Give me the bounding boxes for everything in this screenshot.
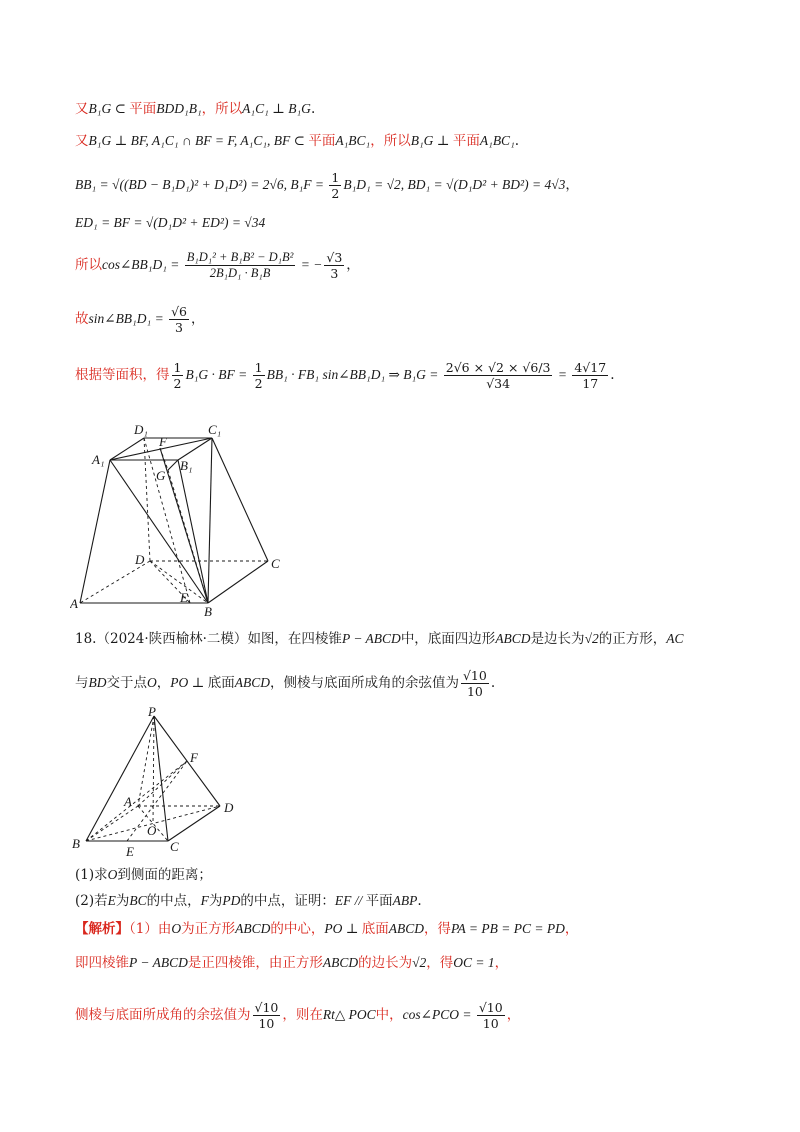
proof-line-3 <box>75 170 579 201</box>
proof-line-2 <box>75 132 519 150</box>
math: PA = PB = PC = PD <box>451 921 565 936</box>
numerator: √10 <box>254 1000 279 1015</box>
fraction <box>329 170 341 201</box>
math: ABP <box>392 893 418 908</box>
text: 到侧面的距离； <box>117 867 212 883</box>
math: O <box>171 921 182 936</box>
fraction <box>169 304 189 335</box>
vertex-label: B <box>72 836 80 851</box>
math: BD <box>88 675 107 690</box>
math: P − ABCD <box>129 955 188 970</box>
text: 故 <box>75 311 89 327</box>
math: BB₁ · FB₁ sin∠BB₁D₁ ⇒ B₁G = <box>266 367 442 382</box>
hidden-edge <box>153 716 154 823</box>
vertex-label: D <box>135 552 145 567</box>
denominator: √34 <box>486 376 511 391</box>
math: B₁G ⊂ <box>88 101 130 116</box>
text: 为 <box>115 893 130 909</box>
pyramid-figure <box>68 706 248 862</box>
numerator: 4√17 <box>574 360 607 375</box>
vertex-label: D <box>224 800 234 815</box>
math: √2 <box>584 631 599 646</box>
text: 的边长为 <box>358 955 413 971</box>
hidden-edge <box>138 761 187 806</box>
math: BB₁ = √((BD − B₁D₁)² + D₁D²) = 2√6 <box>75 177 284 192</box>
math: ABCD <box>234 675 270 690</box>
vertex-label: A <box>70 596 78 611</box>
text: 平面 <box>129 101 157 117</box>
problem-number: 18. <box>75 631 97 647</box>
math: PD <box>222 893 241 908</box>
numerator: 2√6 × √2 × √6/3 <box>445 360 551 375</box>
math: PO ⊥ <box>170 675 208 690</box>
hidden-edge <box>80 561 150 603</box>
text: 即四棱锥 <box>75 955 129 971</box>
math: A₁BC₁ <box>479 133 515 148</box>
fraction <box>253 1000 281 1031</box>
math: , B₁F = <box>283 177 328 192</box>
math: B₁G · BF = <box>185 367 251 382</box>
text: . <box>610 367 615 383</box>
vertex-label: C <box>170 839 179 854</box>
text: ，所以 <box>370 133 411 149</box>
question-2 <box>75 892 422 910</box>
text: . <box>514 133 520 149</box>
fraction <box>572 360 608 391</box>
text: . <box>310 101 316 117</box>
proof-line-4 <box>75 214 265 232</box>
denominator: 2B₁D₁ · B₁B <box>209 266 271 280</box>
text: ，所以 <box>201 101 243 117</box>
vertex-label: C <box>271 556 280 571</box>
numerator: 1 <box>331 170 340 185</box>
solution-tag: 【解析】 <box>75 921 129 937</box>
edge <box>212 438 268 561</box>
text: 中，底面四边形 <box>400 631 496 647</box>
fraction <box>172 360 184 391</box>
text: ， <box>564 921 579 937</box>
edge <box>86 716 154 841</box>
math: ABCD <box>322 955 359 970</box>
denominator: 10 <box>482 1016 499 1031</box>
text: ，侧棱与底面所成角的余弦值为 <box>269 675 459 691</box>
vertex-label: O <box>147 823 157 838</box>
numerator: 1 <box>254 360 263 375</box>
vertex-label: E <box>180 590 188 605</box>
text: ， <box>346 257 360 273</box>
text: 为 <box>208 893 223 909</box>
denominator: 17 <box>582 376 599 391</box>
math: P − ABCD <box>341 631 401 646</box>
math: EF // <box>334 893 366 908</box>
question-1 <box>75 866 212 884</box>
proof-line-1 <box>75 100 315 118</box>
vertex-label: F <box>159 434 167 449</box>
text: 平面 <box>308 133 336 149</box>
vertex-label: A₁ <box>92 452 105 467</box>
fraction <box>185 250 296 281</box>
denominator: 2 <box>254 376 263 391</box>
solution-line-2 <box>75 954 508 972</box>
problem-18-line-1 <box>75 630 684 648</box>
text: ，得 <box>426 955 454 971</box>
text: 底面 <box>361 921 389 937</box>
text: ， <box>506 1007 521 1023</box>
numerator: B₁D₁² + B₁B² − D₁B² <box>186 250 294 264</box>
text: 底面 <box>207 675 235 691</box>
math: ABCD <box>235 921 271 936</box>
math: = <box>554 367 571 382</box>
math: cos∠PCO = <box>402 1007 475 1022</box>
denominator: 2 <box>173 376 182 391</box>
vertex-label: B₁ <box>180 458 193 473</box>
text: 的中点，证明： <box>240 893 335 909</box>
math: sin∠BB₁D₁ = <box>88 311 168 326</box>
numerator: 1 <box>173 360 182 375</box>
fraction <box>461 668 489 699</box>
fraction <box>477 1000 505 1031</box>
hidden-edge <box>86 761 187 841</box>
hidden-edge <box>138 716 154 806</box>
text: ， <box>494 955 509 971</box>
proof-line-6 <box>75 304 204 335</box>
math: B₁G ⊥ BF, A₁C₁ ∩ BF = F, A₁C₁, BF ⊂ <box>88 133 309 148</box>
denominator: 10 <box>466 684 483 699</box>
hidden-edge <box>86 806 138 841</box>
math: O <box>147 675 157 690</box>
math: F <box>200 893 209 908</box>
math: B₁D₁ = √2, BD₁ = √(D₁D² + BD²) = 4√3 <box>343 177 566 192</box>
math: cos∠BB₁D₁ = <box>102 257 183 272</box>
text: 如图，在四棱锥 <box>247 631 342 647</box>
math: E <box>107 893 116 908</box>
text: 的中点， <box>146 893 201 909</box>
solution-line-1 <box>75 920 578 938</box>
text: 中， <box>375 1007 403 1023</box>
text: 侧棱与底面所成角的余弦值为 <box>75 1007 251 1023</box>
text: 平面 <box>365 893 393 909</box>
math: Rt△ POC <box>322 1007 376 1022</box>
text: （1）由 <box>129 921 172 937</box>
denominator: 10 <box>258 1016 275 1031</box>
numerator: √10 <box>478 1000 503 1015</box>
text: 是正四棱锥，由正方形 <box>187 955 323 971</box>
denominator: 2 <box>331 186 340 201</box>
fraction <box>444 360 553 391</box>
text: 的中心， <box>270 921 325 937</box>
numerator: √10 <box>462 668 487 683</box>
hidden-edge <box>150 561 208 603</box>
math: ED₁ = BF = √(D₁D² + ED²) = √34 <box>75 215 266 230</box>
math: A₁C₁ ⊥ B₁G <box>242 101 311 116</box>
math: AC <box>666 631 684 646</box>
solution-line-3 <box>75 1000 520 1031</box>
math: O <box>107 867 118 882</box>
math: B₁G ⊥ <box>410 133 453 148</box>
text: 为正方形 <box>181 921 236 937</box>
text: ， <box>190 311 205 327</box>
vertex-label: E <box>126 844 134 859</box>
problem-source: （2024·陕西榆林·二模） <box>96 631 248 647</box>
text: 交于点 <box>106 675 147 691</box>
edge <box>168 460 178 470</box>
text: 又 <box>75 133 89 149</box>
fraction <box>253 360 265 391</box>
math: ABCD <box>388 921 425 936</box>
vertex-label: P <box>148 706 156 719</box>
frustum-figure <box>70 418 300 618</box>
math: = − <box>297 257 323 272</box>
numerator: √6 <box>171 304 187 319</box>
text: 根据等面积，得 <box>75 367 170 383</box>
text: 与 <box>75 675 89 691</box>
text: ， <box>565 177 579 193</box>
math: ABCD <box>495 631 531 646</box>
edge <box>208 438 212 603</box>
edge <box>208 561 268 603</box>
vertex-label: C₁ <box>208 422 222 437</box>
proof-line-5 <box>75 250 360 281</box>
hidden-edge <box>127 761 187 841</box>
proof-line-7 <box>75 360 614 391</box>
text: ， <box>156 675 171 691</box>
vertex-label: F <box>190 750 198 765</box>
fraction <box>324 250 344 281</box>
problem-18-line-2 <box>75 668 495 699</box>
vertex-label: G <box>156 468 166 483</box>
text: 的正方形， <box>598 631 667 647</box>
text: (2)若 <box>75 893 108 909</box>
text: 所以 <box>75 257 102 273</box>
numerator: √3 <box>326 250 343 265</box>
denominator: 3 <box>330 266 339 281</box>
vertex-label: A <box>124 794 132 809</box>
math: BC <box>129 893 147 908</box>
math: OC = 1 <box>453 955 495 970</box>
text: . <box>490 675 496 691</box>
text: 是边长为 <box>530 631 585 647</box>
vertex-label: B <box>204 604 212 618</box>
math: PO ⊥ <box>324 921 362 936</box>
vertex-label: D₁ <box>134 422 148 437</box>
math: A₁BC₁ <box>335 133 371 148</box>
text: ，则在 <box>282 1007 323 1023</box>
text: 平面 <box>452 133 480 149</box>
denominator: 3 <box>175 320 183 335</box>
edge <box>80 460 110 603</box>
math: √2 <box>412 955 427 970</box>
text: (1)求 <box>75 867 108 883</box>
text: 又 <box>75 101 89 117</box>
text: . <box>417 893 422 909</box>
edge <box>168 806 220 841</box>
text: ，得 <box>424 921 452 937</box>
math: BDD₁B₁ <box>156 101 202 116</box>
